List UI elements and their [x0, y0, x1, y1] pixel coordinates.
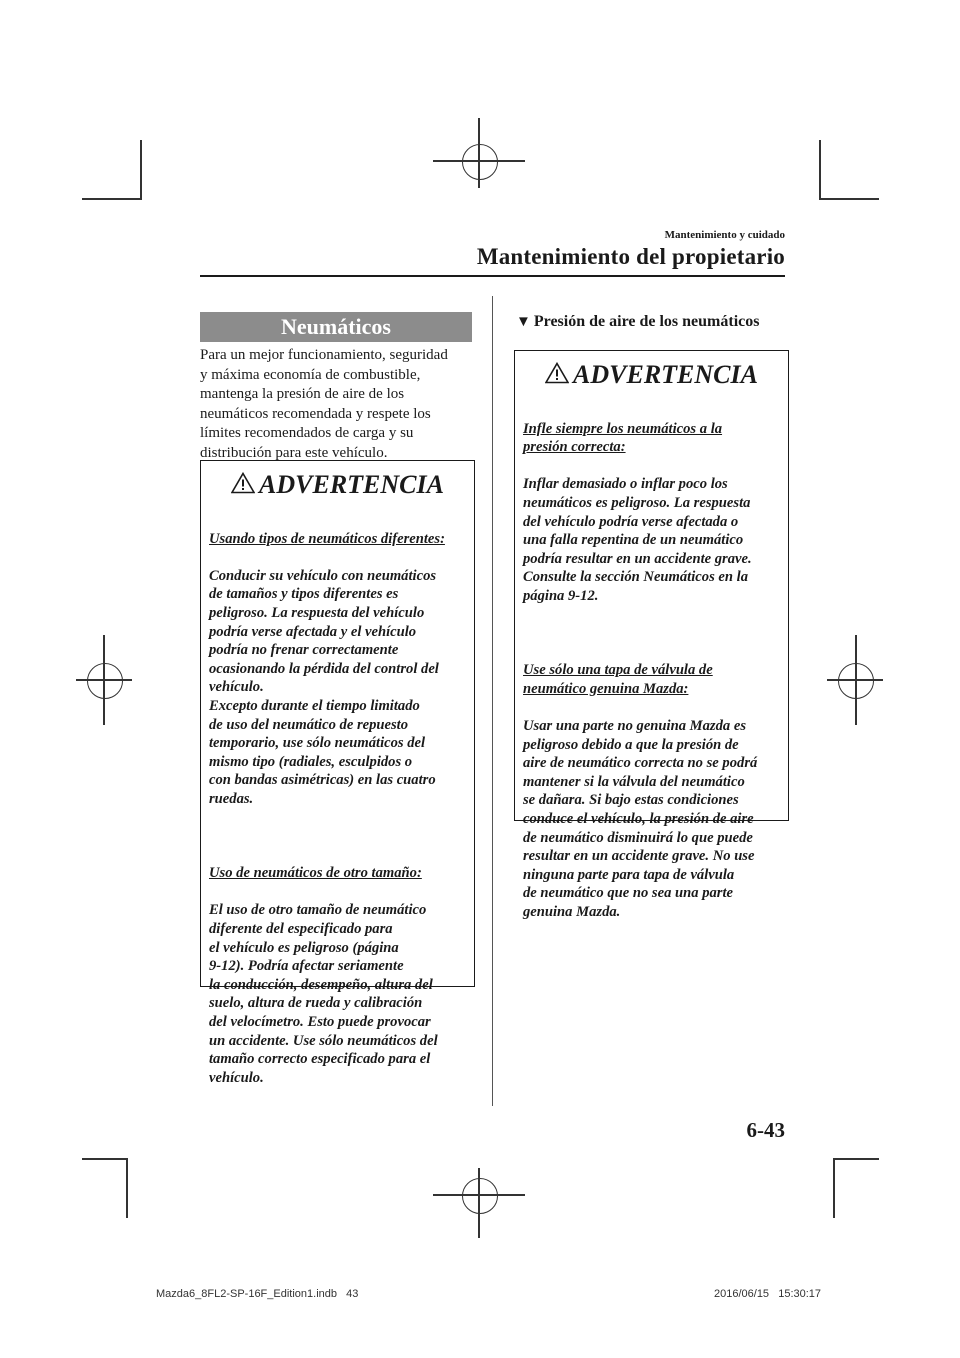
header-rule: [200, 275, 785, 277]
warning-triangle-icon: [231, 472, 255, 494]
warning-subheading: Infle siempre los neumáticos a la presión correcta:: [523, 420, 723, 456]
warning-text: Usar una parte no genuina Mazda es peligroso debido a que la presión de aire de neumático correcta no se podrá mantener si la válvula del neumático se dañara. Si bajo estas condiciones conduce el vehículo, la presión de aire de neumático disminuirá lo que puede resultar en un accidente grave. No use ninguna parte para tapa de válvula de neumático que no sea una parte genuina Mazda.: [523, 718, 758, 921]
warning-title-right: [515, 359, 788, 391]
warning-body-right: [515, 401, 788, 940]
warning-box-left: [200, 460, 475, 1086]
intro-paragraph: Para un mejor funcionamiento, seguridad y máxima economía de combustible, mantenga la presión de aire de los neumáticos recomendada y respete los límites recomendados de carga y su distribución para este vehículo.: [200, 347, 448, 461]
column-divider: [492, 296, 493, 1106]
warning-body-left: [201, 511, 474, 1106]
warning-text: Conducir su vehículo con neumáticos de tamaños y tipos diferentes es peligroso. La respuesta del vehículo podría verse afectada y el vehículo podría no frenar correctamente ocasionando la pérdida del control del vehículo. Excepto durante el tiempo limitado de uso del neumático de repuesto temporario, use sólo neumáticos del mismo tipo (radiales, esculpidos o con bandas asimétricas) en las cuatro ruedas.: [209, 567, 439, 807]
warning-title-text: ADVERTENCIA: [573, 360, 758, 389]
warning-subheading: Use sólo una tapa de válvula de neumático genuina Mazda:: [523, 662, 713, 697]
subsection-heading: [516, 313, 759, 331]
warning-text: El uso de otro tamaño de neumático diferente del especificado para el vehículo es peligroso (página 9-12). Podría afectar seriamente la conducción, desempeño, altura del suelo, altura de rueda y calibración del velocímetro. Esto puede provocar un accidente. Use sólo neumáticos del tamaño correcto especificado para el vehículo.: [209, 902, 438, 1086]
warning-subheading: Uso de neumáticos de otro tamaño:: [209, 865, 422, 882]
footer-timestamp: 2016/06/15 15:30:17: [714, 1288, 822, 1300]
warning-title-text: ADVERTENCIA: [259, 470, 444, 499]
subsection-heading-text: Presión de aire de los neumáticos: [533, 313, 760, 330]
chapter-title: Mantenimiento y cuidado: [664, 229, 785, 241]
warning-subheading: Usando tipos de neumáticos diferentes:: [209, 530, 445, 547]
warning-box-right: [514, 350, 789, 921]
page-number: 6-43: [746, 1118, 785, 1142]
section-title: Mantenimiento del propietario: [476, 244, 785, 269]
warning-triangle-icon: [545, 362, 569, 384]
warning-title-left: [201, 469, 474, 501]
triangle-down-icon: ▼: [516, 314, 531, 330]
footer-file-info: Mazda6_8FL2-SP-16F_Edition1.indb 43: [156, 1288, 359, 1300]
section-heading: Neumáticos: [200, 312, 472, 342]
warning-text: Inflar demasiado o inflar poco los neumáticos es peligroso. La respuesta del vehículo podría verse afectada o una falla repentina de un neumático podría resultar en un accidente grave. Consulte la sección Neumáticos en la página 9-12.: [523, 476, 752, 604]
